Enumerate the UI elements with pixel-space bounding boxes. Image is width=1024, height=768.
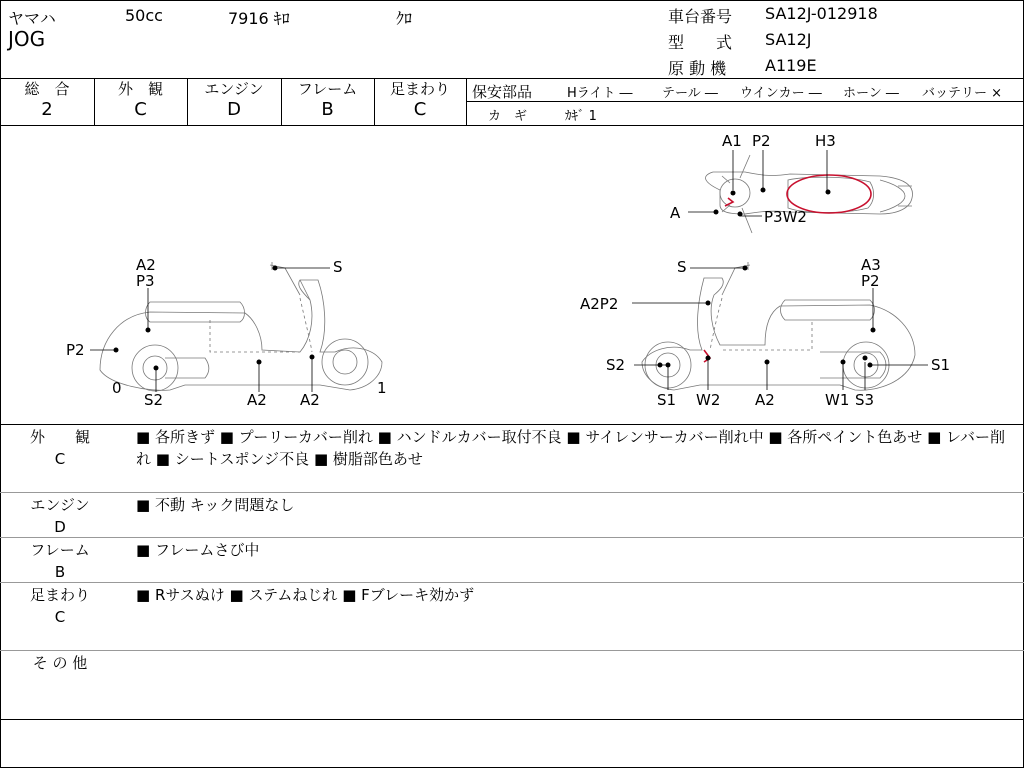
scooter-damage-diagram [0,126,1024,424]
grade-frame-label: フレーム [297,80,358,98]
displacement: 50cc [125,6,163,25]
grade-overall-value: 2 [41,99,53,120]
color: ｸﾛ [396,9,413,28]
label-right-s1: S1 [657,391,677,409]
model-name: JOG [8,27,46,51]
engine-model-label: 原 動 機 [668,59,727,78]
section-frame-label: フレーム B [30,541,90,581]
section-frame-text: ■ フレームさび中 [136,541,260,559]
grade-exterior-value: C [134,99,147,120]
label-right-a2p2: A2P2 [580,295,619,313]
safety-tail: テール ― [662,86,718,101]
frame-no: SA12J-012918 [765,4,878,23]
label-left-s: S [333,258,343,276]
safety-horn: ホーン ― [843,86,899,101]
label-right-s1-side: S1 [931,356,951,374]
type-label: 型 式 [668,33,733,52]
label-top-p3w2: P3W2 [764,208,807,226]
label-left-s2: S2 [144,391,164,409]
label-right-w2: W2 [696,391,721,409]
key-value: ｶｷﾞ 1 [565,109,597,124]
label-right-s: S [677,258,687,276]
label-top-a1: A1 [722,132,742,150]
section-suspension-label: 足まわり C [29,586,90,626]
section-exterior-text: ■ 各所きず ■ プーリーカバー削れ ■ ハンドルカバー取付不良 ■ サイレンサーカバー削れ中 ■ 各所ペイント色あせ ■ レバー削れ ■ シートスポンジ不良 ■ 樹脂部色あせ [136,428,1005,468]
label-left-a2-1: A2 [247,391,267,409]
grade-engine [187,80,281,122]
grade-frame [281,80,374,122]
label-left-a2-2: A2 [300,391,320,409]
label-top-a: A [670,204,681,222]
maker: ヤマハ [8,9,56,28]
grade-engine-value: D [227,99,241,120]
safety-winker: ウインカー ― [740,86,822,101]
label-top-p2: P2 [752,132,771,150]
label-left-p2: P2 [66,341,85,359]
grade-suspension-value: C [413,99,427,120]
label-right-a2: A2 [755,391,775,409]
label-left-a2: A2 [136,256,156,274]
section-exterior-label: 外 観 C [29,428,90,468]
label-right-p2: P2 [861,272,880,290]
type-value: SA12J [765,30,812,49]
section-engine-text: ■ 不動 キック問題なし [136,496,295,514]
section-other-label: そ の 他 [32,654,88,672]
grade-frame-value: B [321,99,334,120]
label-right-w1: W1 [825,391,850,409]
safety-parts-label: 保安部品 [472,83,533,101]
safety-battery: バッテリー × [922,86,1003,101]
mileage: 7916 ｷﾛ [228,9,290,28]
label-top-h3: H3 [815,132,836,150]
grade-exterior-label: 外 観 [117,80,163,98]
grade-exterior [94,80,187,122]
grade-engine-label: エンジン [204,80,264,98]
section-engine-label: エンジン D [30,496,90,536]
label-right-s2: S2 [606,356,626,374]
label-left-zero: 0 [112,379,122,397]
safety-headlight: Hライト ― [567,86,633,101]
top-view-scooter [706,155,913,233]
grade-suspension [374,80,466,122]
grade-overall [0,80,94,122]
label-left-one: 1 [377,379,387,397]
section-suspension-text: ■ Rサスぬけ ■ ステムねじれ ■ Fブレーキ効かず [136,586,475,604]
label-right-a3: A3 [861,256,881,274]
key-label: カ ギ [488,109,528,124]
grade-suspension-label: 足まわり [389,80,450,98]
engine-model-value: A119E [765,56,817,75]
divider [0,78,1024,79]
label-right-s3: S3 [855,391,875,409]
label-left-p3: P3 [136,272,155,290]
frame-no-label: 車台番号 [668,7,733,26]
grade-overall-label: 総 合 [24,80,70,98]
